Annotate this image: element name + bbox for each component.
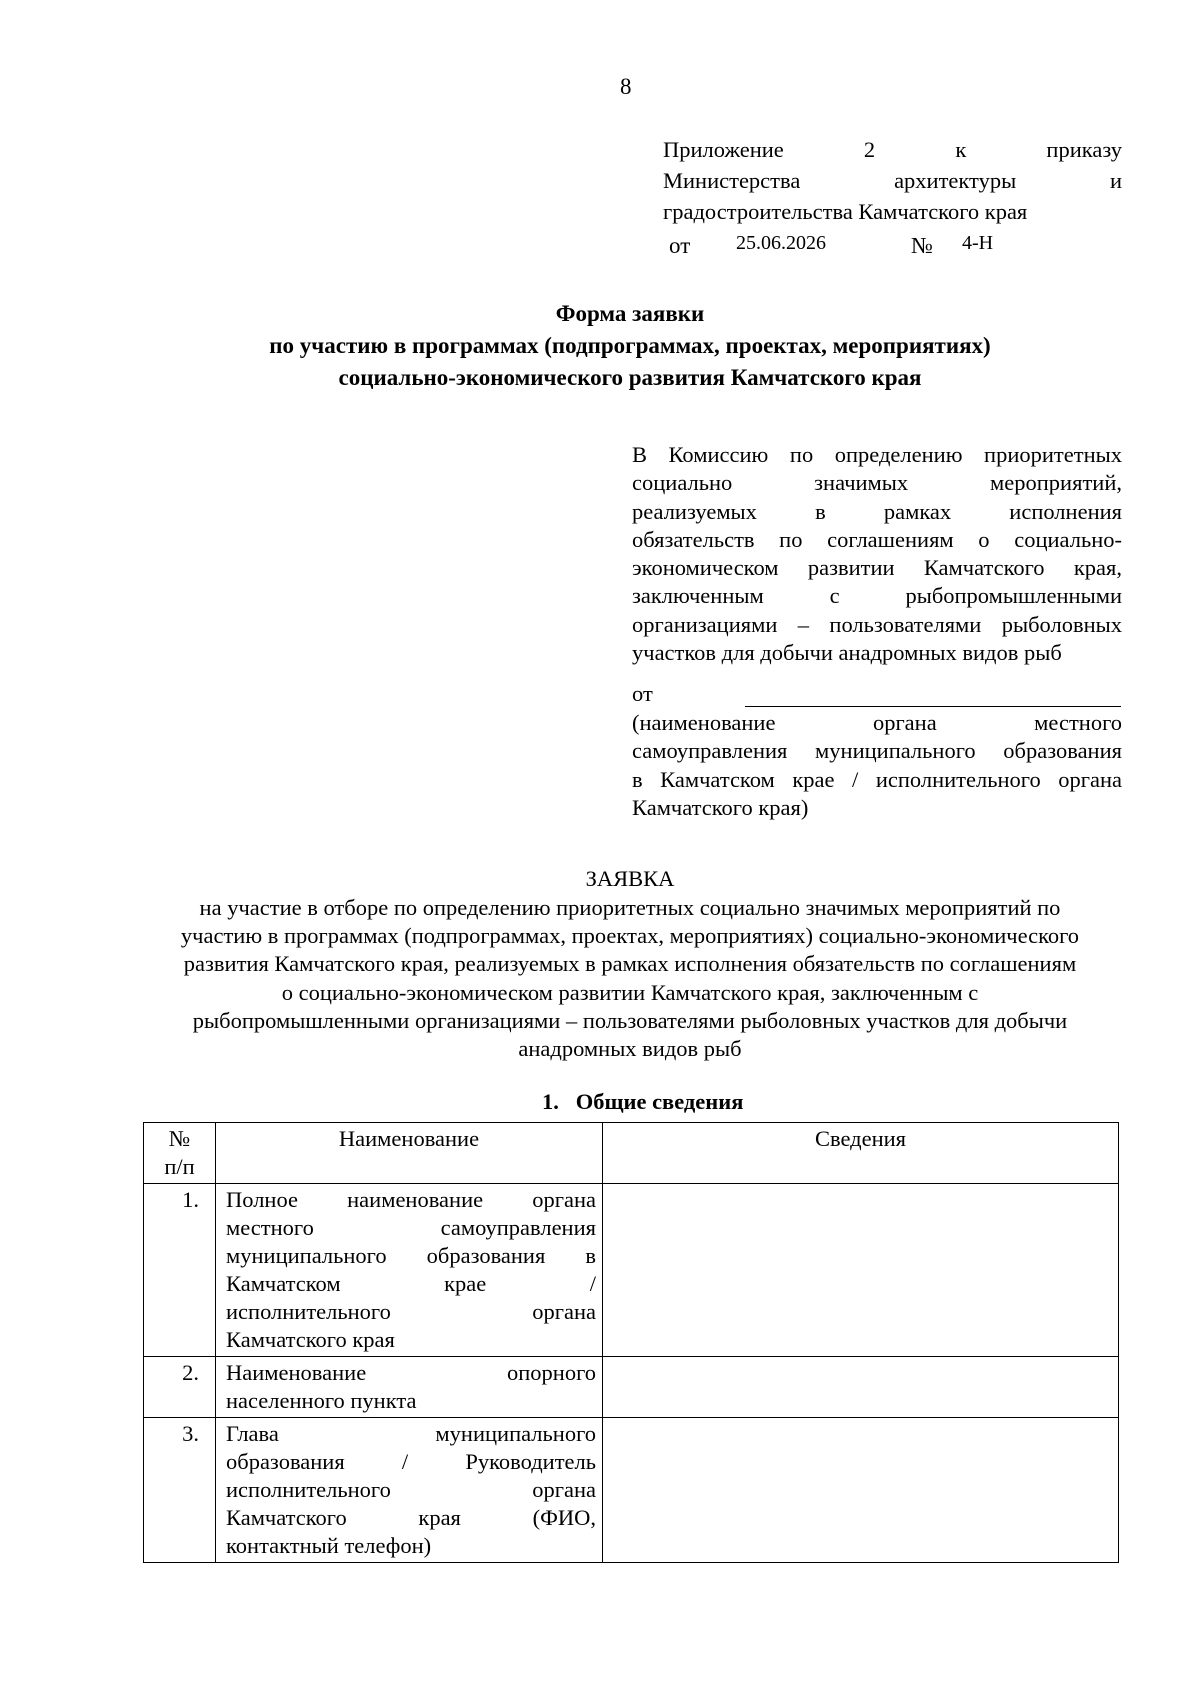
header-num-line: № — [168, 1126, 191, 1151]
header-num-line: п/п — [164, 1154, 195, 1179]
row-name — [216, 1357, 603, 1418]
row-name-line: местного самоуправления — [226, 1215, 596, 1240]
row-name-line: Наименование опорного — [226, 1360, 596, 1385]
row-number: 2. — [144, 1357, 216, 1418]
row-name — [216, 1418, 603, 1563]
application-line: анадромных видов рыб — [518, 1036, 742, 1062]
appendix-word: приказу — [1046, 137, 1122, 162]
row-number: 3. — [144, 1418, 216, 1563]
form-title — [130, 298, 1130, 394]
appendix-word: и — [1109, 168, 1122, 193]
table-row — [144, 1357, 1119, 1418]
application-line: рыбопромышленными организациями – пользователями рыболовных участков для добычи — [192, 1007, 1068, 1033]
addressee-line: участков для добычи анадромных видов рыб — [632, 640, 1062, 666]
addressee-line: заключенным с рыбопромышленными — [632, 583, 1122, 609]
row-info-cell[interactable] — [603, 1418, 1119, 1563]
appendix-block — [663, 134, 1122, 227]
section-title: 1. Общие сведения — [542, 1089, 744, 1114]
from-note-line: (наименование органа местного — [632, 710, 1122, 735]
header-num — [144, 1123, 216, 1184]
from-underline[interactable] — [745, 706, 1121, 707]
appendix-word: архитектуры — [894, 168, 1017, 193]
appendix-word: Приложение — [663, 137, 784, 162]
table-row — [144, 1418, 1119, 1563]
from-note-line: Камчатского края) — [632, 794, 809, 820]
appendix-line-1 — [663, 134, 1122, 165]
row-name-line: Камчатского края — [226, 1327, 395, 1352]
appendix-line-2 — [663, 165, 1122, 196]
header-name: Наименование — [216, 1123, 603, 1184]
row-name-line: Камчатском крае / — [226, 1271, 596, 1296]
row-name-line: контактный телефон) — [226, 1533, 432, 1558]
addressee-line: реализуемых в рамках исполнения — [632, 498, 1122, 524]
appendix-date: 25.06.2026 — [736, 232, 826, 254]
row-name-line: Глава муниципального — [226, 1421, 596, 1446]
appendix-word: 2 — [863, 137, 876, 162]
row-name-line: исполнительного органа — [226, 1299, 596, 1324]
application-heading: ЗАЯВКА — [585, 866, 675, 891]
appendix-date-prefix: от — [669, 233, 691, 258]
application-text — [100, 894, 1160, 1063]
application-line: участию в программах (подпрограммах, проектах, мероприятиях) социально-экономического — [180, 923, 1080, 949]
row-name-line: населенного пункта — [226, 1388, 417, 1413]
addressee-line: экономическом развитии Камчатского края, — [632, 555, 1122, 581]
table-header-row — [144, 1123, 1119, 1184]
row-info-cell[interactable] — [603, 1357, 1119, 1418]
header-info: Сведения — [603, 1123, 1119, 1184]
application-line: на участие в отборе по определению приоритетных социально значимых мероприятий по — [199, 895, 1061, 920]
from-note-line: в Камчатском крае / исполнительного органа — [632, 766, 1122, 792]
general-info-table — [143, 1122, 1119, 1563]
row-name — [216, 1184, 603, 1357]
appendix-word: Министерства — [663, 168, 801, 193]
addressee-line: В Комиссию по определению приоритетных — [632, 442, 1122, 467]
application-line: о социально-экономическом развитии Камчатского края, заключенным с — [281, 979, 979, 1005]
form-title-line-3: социально-экономического развития Камчатского края — [338, 365, 922, 390]
row-name-line: муниципального образования в — [226, 1243, 596, 1268]
from-label: от — [632, 681, 653, 706]
form-title-line-1: Форма заявки — [555, 301, 705, 326]
addressee-line: организациями – пользователями рыболовных — [632, 611, 1122, 637]
addressee-block — [632, 441, 1122, 667]
appendix-number: 4-Н — [962, 232, 994, 254]
from-note-line: самоуправления муниципального образования — [632, 738, 1122, 764]
row-name-line: Полное наименование органа — [226, 1187, 596, 1212]
addressee-line: социально значимых мероприятий, — [632, 470, 1122, 496]
row-info-cell[interactable] — [603, 1184, 1119, 1357]
row-name-line: Камчатского края (ФИО, — [226, 1505, 596, 1530]
row-number: 1. — [144, 1184, 216, 1357]
from-note — [632, 709, 1122, 822]
page-number: 8 — [620, 74, 632, 99]
row-name-line: исполнительного органа — [226, 1477, 596, 1502]
addressee-line: обязательств по соглашениям о социально- — [632, 526, 1122, 552]
application-line: развития Камчатского края, реализуемых в рамках исполнения обязательств по соглашениям — [183, 951, 1077, 977]
table-row — [144, 1184, 1119, 1357]
form-title-line-2: по участию в программах (подпрограммах, проектах, мероприятиях) — [269, 333, 991, 358]
appendix-line-3: градостроительства Камчатского края — [663, 199, 1028, 224]
row-name-line: образования / Руководитель — [226, 1449, 596, 1474]
appendix-word: к — [955, 137, 967, 162]
appendix-number-prefix: № — [911, 233, 933, 258]
